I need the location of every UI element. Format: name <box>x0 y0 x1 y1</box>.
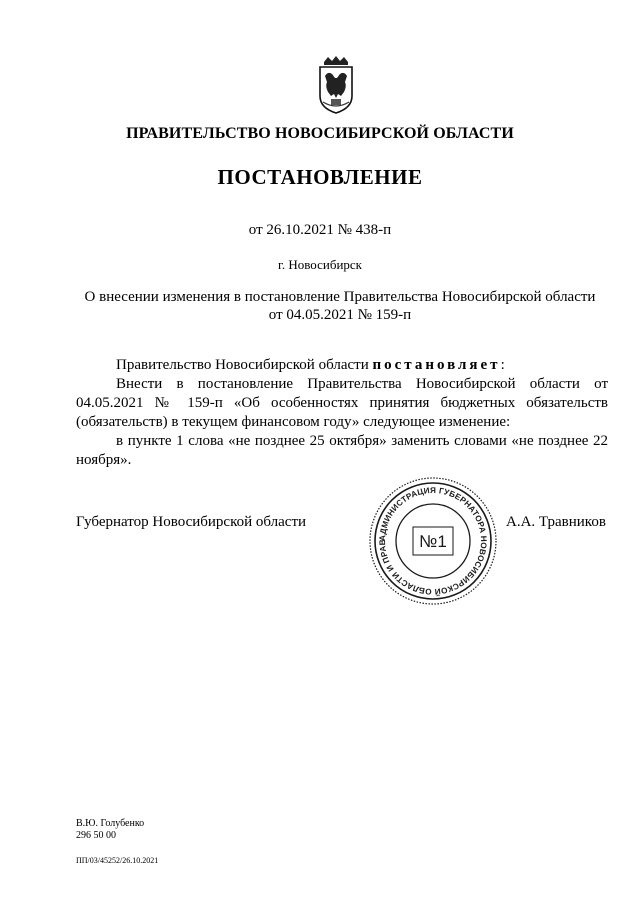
stamp-center-number: №1 <box>419 532 447 551</box>
subject-line-2: от 04.05.2021 № 159-п <box>268 307 412 323</box>
registration-number: ПП/03/45252/26.10.2021 <box>76 856 159 865</box>
organization-title: ПРАВИТЕЛЬСТВО НОВОСИБИРСКОЙ ОБЛАСТИ <box>126 125 514 142</box>
resolution-intro <box>76 356 608 375</box>
resolution-paragraph-1: Внести в постановление Правительства Новосибирской области от 04.05.2021 № 159-п «Об особенностях принятия бюджетных обязательств (обязательств) в текущем финансовом году» следующее изменение: <box>76 376 608 430</box>
author-phone: 296 50 00 <box>76 830 116 841</box>
coat-of-arms-icon <box>316 56 356 114</box>
intro-tail: : <box>500 357 505 373</box>
stamp-seal-icon <box>367 475 499 607</box>
document-subject <box>60 288 620 324</box>
signer-name: А.А. Травников <box>506 514 606 530</box>
signer-title: Губернатор Новосибирской области <box>76 514 307 530</box>
footer-author-block <box>76 818 144 842</box>
coat-of-arms-emblem <box>316 56 356 114</box>
document-city: г. Новосибирск <box>277 257 362 272</box>
document-date-number: от 26.10.2021 № 438-п <box>248 222 392 238</box>
official-stamp <box>367 475 499 607</box>
stamp-ring-text: АДМИНИСТРАЦИЯ ГУБЕРНАТОРА НОВОСИБИРСКОЙ ОБЛАСТИ И ПРАВ <box>377 485 489 597</box>
document-body <box>76 356 608 470</box>
intro-resolves-word: постановляет <box>372 357 501 373</box>
document-type-title: ПОСТАНОВЛЕНИЕ <box>217 165 423 189</box>
intro-lead: Правительство Новосибирской области <box>116 357 373 373</box>
author-name: В.Ю. Голубенко <box>76 818 145 829</box>
subject-line-1: О внесении изменения в постановление Правительства Новосибирской области <box>84 289 596 305</box>
resolution-paragraph-2: в пункте 1 слова «не позднее 25 октября» заменить словами «не позднее 22 ноября». <box>76 433 608 468</box>
